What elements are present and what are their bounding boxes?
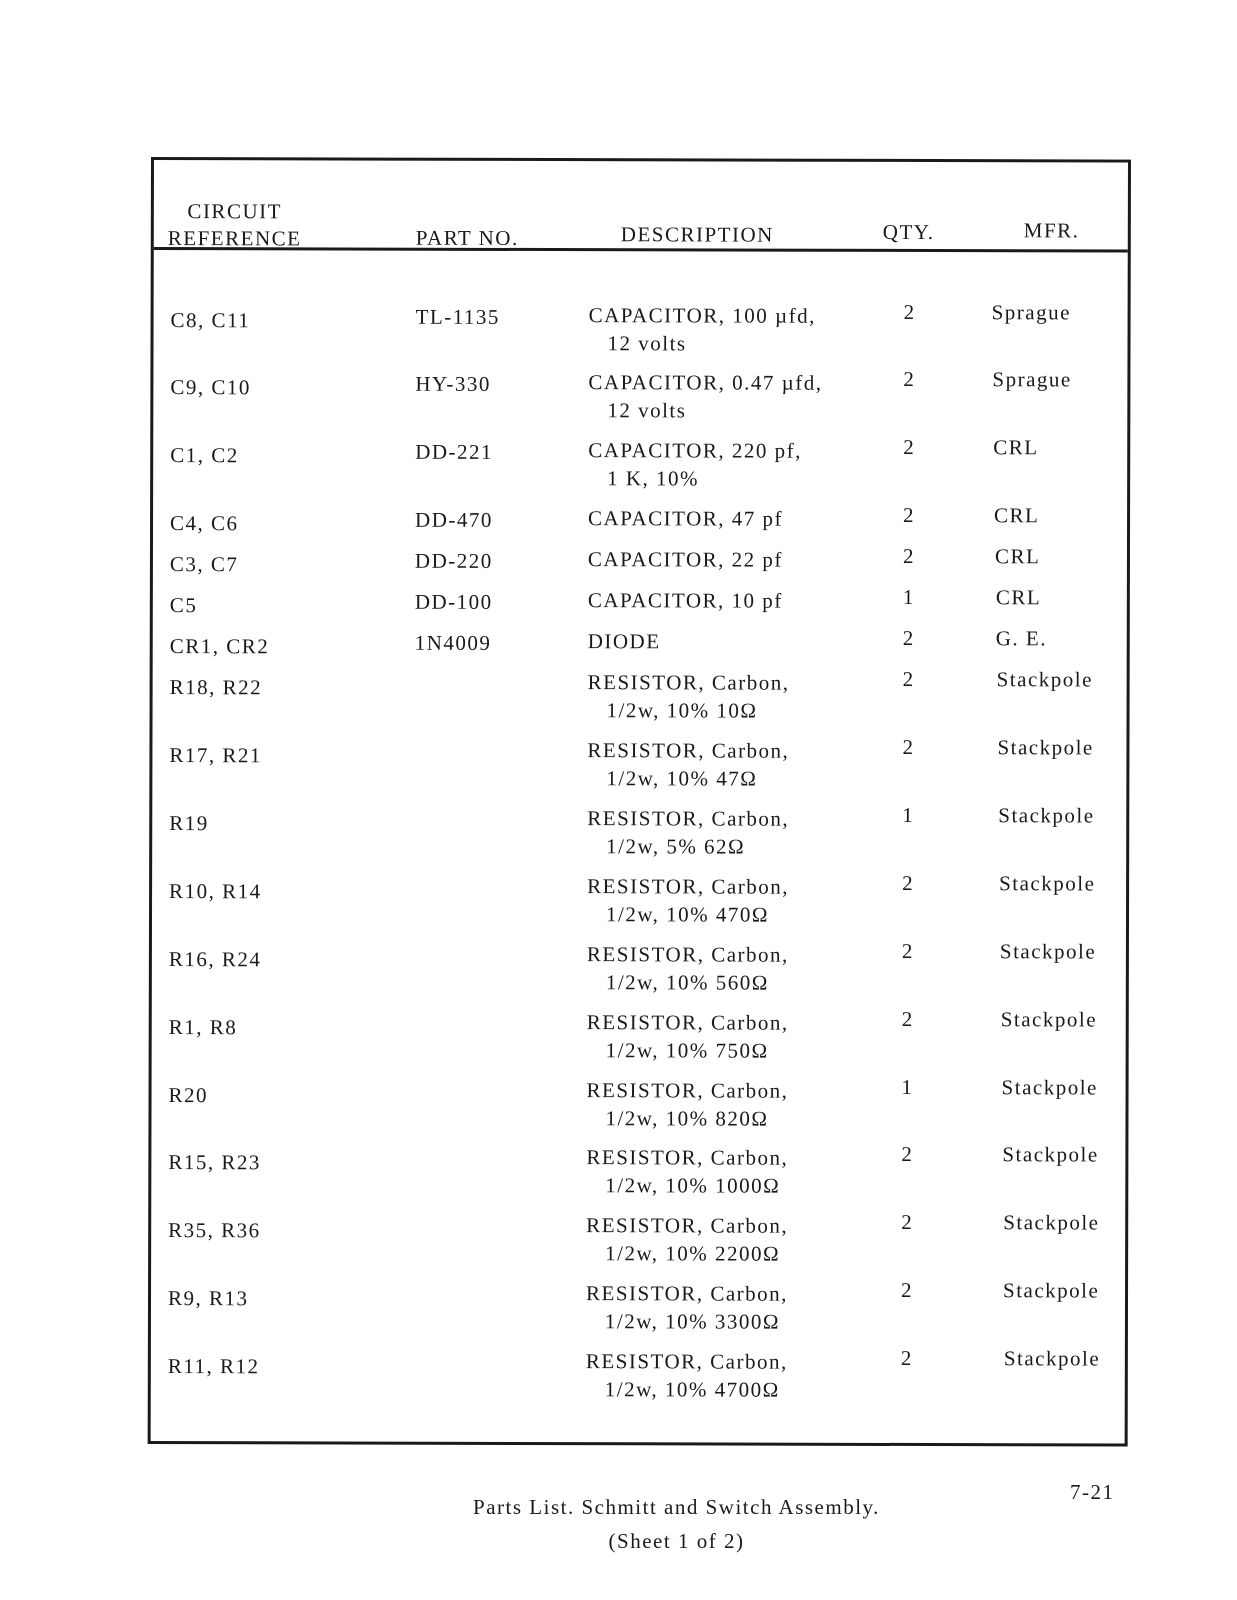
manufacturer: Stackpole: [1000, 1007, 1098, 1032]
manufacturer: CRL: [993, 435, 1039, 460]
manufacturer: CRL: [994, 544, 1041, 569]
description: [588, 586, 783, 615]
description: [586, 1279, 788, 1336]
quantity: 2: [902, 543, 915, 569]
description-line1: RESISTOR, Carbon,: [586, 1078, 789, 1103]
quantity: 2: [900, 1345, 913, 1370]
quantity: 2: [901, 1006, 914, 1031]
header-qty: QTY.: [882, 219, 935, 245]
quantity: 2: [903, 502, 916, 528]
circuit-reference: C3, C7: [169, 552, 239, 577]
circuit-reference: R1, R8: [168, 1015, 238, 1040]
table-row: [152, 803, 1126, 866]
quantity: 1: [902, 802, 915, 828]
manufacturer: CRL: [994, 503, 1040, 528]
manufacturer: Stackpole: [996, 667, 1093, 692]
description: [587, 1008, 789, 1065]
table-row: [151, 1142, 1125, 1205]
description-line1: RESISTOR, Carbon,: [585, 1281, 788, 1306]
description-line2: 1/2w, 10% 47Ω: [606, 766, 758, 791]
description-line1: DIODE: [587, 629, 661, 654]
table-row: [151, 1210, 1125, 1273]
table-row: [153, 667, 1127, 730]
part-number: HY-330: [415, 371, 491, 396]
part-number: DD-220: [414, 548, 493, 573]
header-part-no: PART NO.: [415, 225, 519, 250]
header-circuit-reference: [168, 198, 302, 252]
circuit-reference: R18, R22: [169, 675, 263, 700]
circuit-reference: C4, C6: [170, 511, 239, 536]
description-line1: RESISTOR, Carbon,: [585, 1349, 788, 1374]
description-line2: 1/2w, 10% 10Ω: [606, 698, 758, 723]
manufacturer: Stackpole: [1001, 1075, 1098, 1100]
description-line2: 12 volts: [607, 398, 687, 423]
description: [586, 1076, 788, 1133]
part-number: DD-100: [414, 589, 493, 614]
description: [587, 872, 789, 929]
circuit-reference: R15, R23: [168, 1150, 261, 1175]
table-row: [151, 1075, 1125, 1138]
description: [588, 545, 783, 574]
quantity: 2: [903, 434, 916, 460]
page-number: 7-21: [1070, 1480, 1115, 1504]
description-line1: RESISTOR, Carbon,: [586, 1213, 789, 1238]
manufacturer: Stackpole: [1002, 1142, 1099, 1167]
quantity: 2: [901, 938, 914, 963]
description-line2: [588, 532, 783, 533]
manufacturer: G. E.: [995, 626, 1048, 651]
description: [586, 1143, 788, 1200]
description-line1: CAPACITOR, 220 pf,: [588, 438, 802, 463]
quantity: 1: [902, 584, 915, 610]
header-circuit-line2: REFERENCE: [167, 226, 302, 251]
description-line1: RESISTOR, Carbon,: [587, 670, 790, 695]
description: [588, 436, 802, 493]
circuit-reference: R10, R14: [169, 879, 262, 904]
description-line2: [588, 573, 783, 574]
description-line2: 1/2w, 10% 1000Ω: [605, 1173, 781, 1198]
description: [588, 368, 822, 425]
description-line2: 1/2w, 10% 4700Ω: [604, 1377, 780, 1402]
quantity: 2: [901, 1209, 914, 1234]
quantity: 1: [901, 1074, 914, 1099]
description-line2: 1/2w, 10% 820Ω: [605, 1106, 769, 1131]
description: [587, 940, 789, 997]
part-number: 1N4009: [414, 630, 492, 655]
description-line2: 1/2w, 5% 62Ω: [606, 834, 746, 859]
circuit-reference: C1, C2: [170, 443, 239, 468]
description-line2: 1/2w, 10% 470Ω: [605, 902, 770, 927]
description-line1: CAPACITOR, 10 pf: [587, 588, 783, 613]
quantity: 2: [902, 666, 915, 692]
description-line1: RESISTOR, Carbon,: [586, 1145, 789, 1170]
description: [588, 627, 661, 655]
circuit-reference: R16, R24: [168, 947, 262, 972]
description-line1: RESISTOR, Carbon,: [586, 942, 789, 967]
circuit-reference: R20: [168, 1083, 209, 1108]
description: [588, 301, 815, 358]
description-line2: [588, 614, 783, 615]
manufacturer: CRL: [995, 585, 1042, 610]
manufacturer: Sprague: [991, 300, 1071, 325]
table-row: [151, 1346, 1125, 1409]
description-line2: 1/2w, 10% 2200Ω: [605, 1241, 781, 1266]
quantity: 2: [901, 1141, 914, 1166]
table-row: [153, 367, 1127, 430]
caption-title: Parts List. Schmitt and Switch Assembly.: [473, 1495, 880, 1519]
header-circuit-line1: CIRCUIT: [187, 199, 282, 224]
caption-sheet: (Sheet 1 of 2): [608, 1529, 745, 1553]
quantity: 2: [903, 366, 916, 392]
description: [588, 504, 783, 533]
manufacturer: Stackpole: [998, 803, 1095, 828]
manufacturer: Stackpole: [999, 939, 1097, 964]
circuit-reference: R35, R36: [168, 1218, 261, 1243]
description-line2: 1/2w, 10% 750Ω: [605, 1038, 769, 1063]
circuit-reference: R17, R21: [169, 743, 262, 768]
circuit-reference: C5: [169, 593, 198, 618]
manufacturer: Stackpole: [1003, 1278, 1100, 1303]
manufacturer: Sprague: [992, 367, 1072, 392]
description-line1: RESISTOR, Carbon,: [587, 806, 790, 831]
quantity: 2: [903, 299, 916, 325]
header-description: DESCRIPTION: [620, 222, 774, 247]
description: [588, 668, 790, 725]
header-mfr: MFR.: [1023, 218, 1080, 243]
description-line2: 1/2w, 10% 560Ω: [605, 970, 769, 995]
table-row: [153, 300, 1127, 363]
description-line1: CAPACITOR, 47 pf: [588, 506, 784, 531]
description-line2: 1/2w, 10% 3300Ω: [604, 1309, 780, 1334]
part-number: DD-470: [415, 507, 493, 532]
description-line1: CAPACITOR, 100 µfd,: [588, 303, 816, 328]
part-number: DD-221: [415, 439, 494, 464]
part-number: TL-1135: [415, 304, 500, 329]
description-line1: RESISTOR, Carbon,: [587, 874, 790, 899]
quantity: 2: [902, 734, 915, 760]
table-row: [152, 939, 1126, 1002]
description-line1: CAPACITOR, 22 pf: [587, 547, 783, 572]
description-line2: 12 volts: [607, 331, 687, 356]
manufacturer: Stackpole: [997, 735, 1094, 760]
description: [587, 804, 789, 861]
table-row: [151, 1278, 1125, 1341]
description-line1: RESISTOR, Carbon,: [587, 738, 790, 763]
table-row: [152, 871, 1126, 934]
manufacturer: Stackpole: [1003, 1346, 1101, 1371]
parts-table: [148, 157, 1131, 1447]
description: [586, 1211, 788, 1268]
quantity: 2: [902, 870, 915, 896]
circuit-reference: R11, R12: [167, 1354, 260, 1379]
description-line1: CAPACITOR, 0.47 µfd,: [588, 370, 823, 395]
quantity: 2: [902, 625, 915, 651]
table-row: [152, 735, 1126, 798]
circuit-reference: C8, C11: [170, 308, 251, 333]
quantity: 2: [901, 1277, 914, 1302]
manufacturer: Stackpole: [1003, 1210, 1100, 1235]
description: [586, 1347, 788, 1404]
circuit-reference: CR1, CR2: [169, 634, 270, 659]
table-row: [153, 435, 1127, 498]
manufacturer: Stackpole: [999, 871, 1096, 896]
description-line1: RESISTOR, Carbon,: [586, 1010, 789, 1035]
circuit-reference: R9, R13: [167, 1286, 249, 1311]
circuit-reference: C9, C10: [170, 375, 251, 400]
description-line2: 1 K, 10%: [607, 466, 700, 491]
description: [587, 736, 789, 793]
table-row: [152, 1007, 1126, 1070]
circuit-reference: R19: [169, 811, 209, 836]
